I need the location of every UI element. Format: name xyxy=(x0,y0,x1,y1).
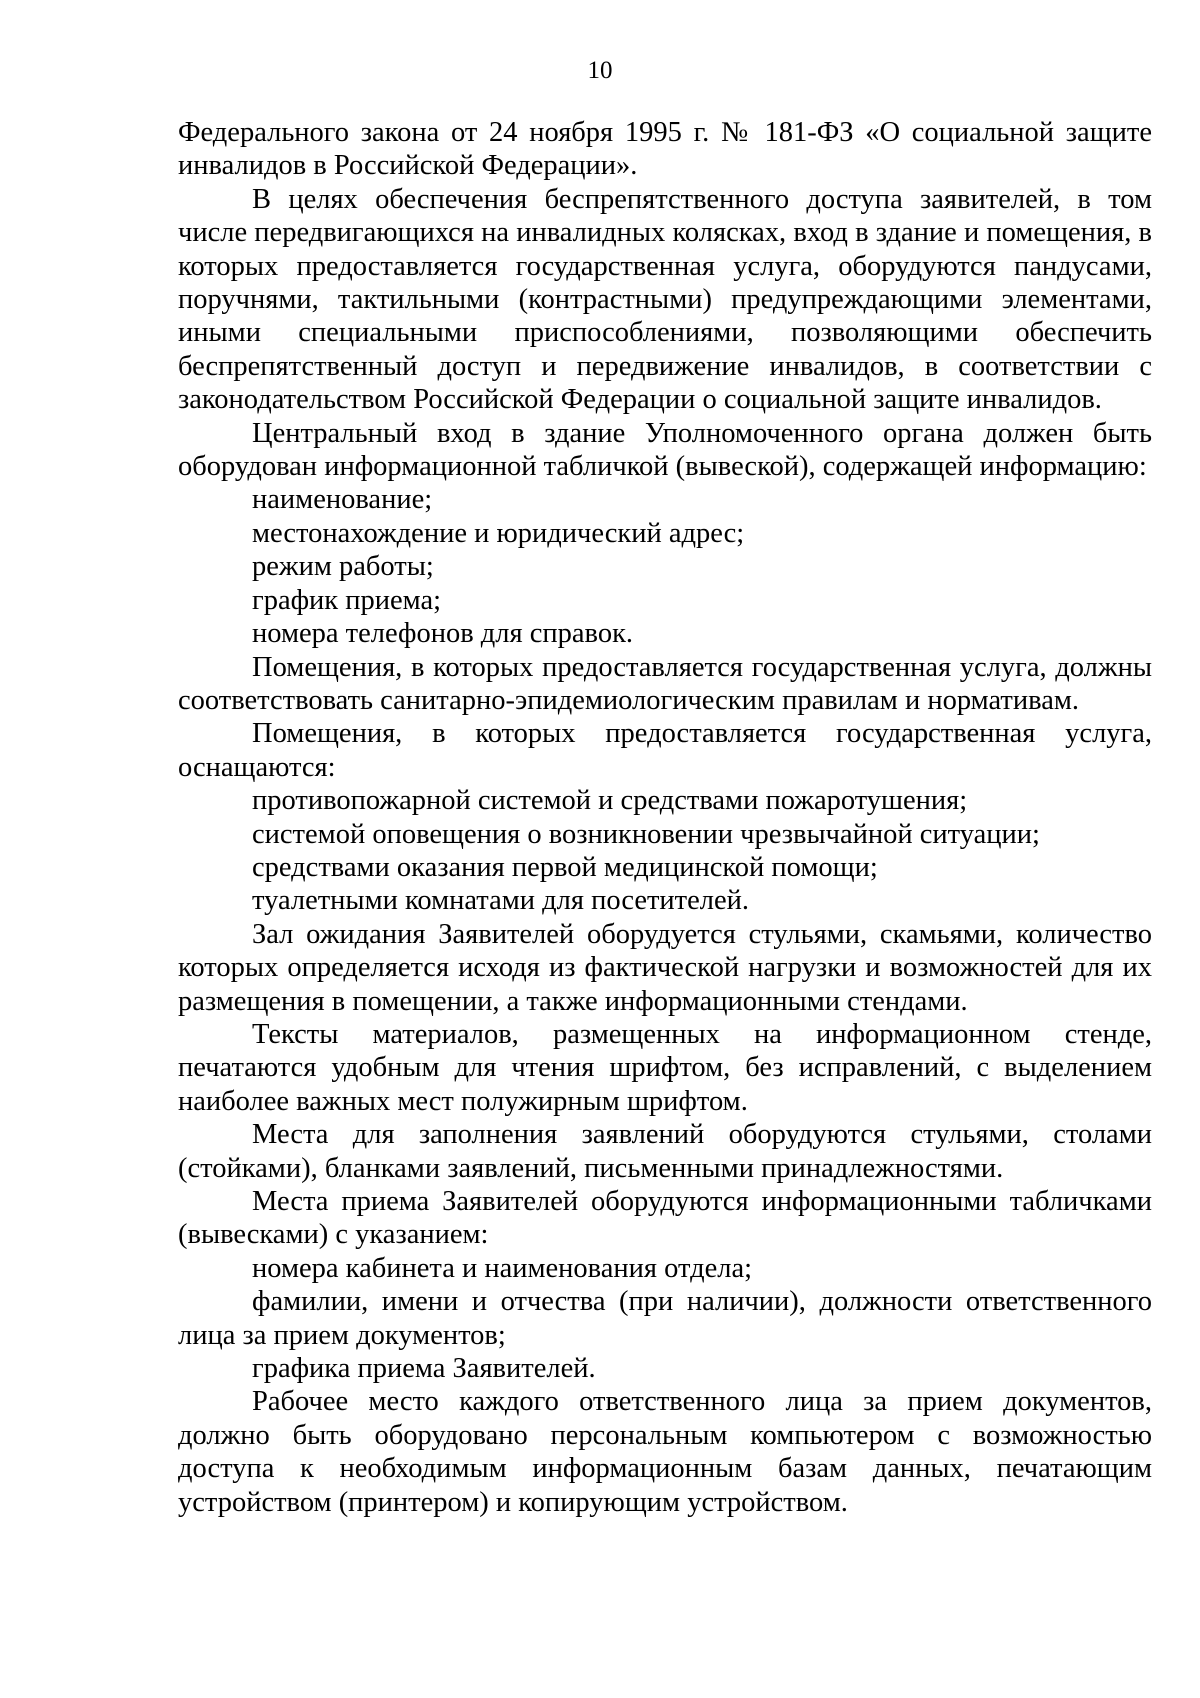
paragraph-reception-places: Места приема Заявителей оборудуются информационными табличками (вывесками) с указанием: xyxy=(178,1186,1152,1251)
list-item-reception-schedule: график приема; xyxy=(252,584,442,616)
paragraph-premises-equipped: Помещения, в которых предоставляется государственная услуга, оснащаются: xyxy=(178,718,1152,783)
list-item-office-number: номера кабинета и наименования отдела; xyxy=(252,1252,753,1284)
page-number: 10 xyxy=(587,57,613,84)
paragraph-waiting-hall: Зал ожидания Заявителей оборудуется стульями, скамьями, количество которых определяется исходя из фактической нагрузки и возможностей для их размещения в помещении, а также информационными стендами. xyxy=(178,918,1152,1017)
list-item-first-aid: средствами оказания первой медицинской помощи; xyxy=(252,851,878,883)
list-item-work-hours: режим работы; xyxy=(252,551,434,583)
paragraph-accessibility-equipment: В целях обеспечения беспрепятственного доступа заявителей, в том числе передвигающихся на инвалидных колясках, вход в здание и помещения, в которых предоставляется государственная услуга, оборудуются пандусами, поручнями, тактильными (контрастными) предупреждающими элементами, иными специальными приспособлениями, позволяющими обеспечить беспрепятственный доступ и передвижение инвалидов, в соответствии с законодательством Российской Федерации о социальной защите инвалидов. xyxy=(178,183,1152,416)
list-item-responsible-person: фамилии, имени и отчества (при наличии), должности ответственного лица за прием документов; xyxy=(178,1286,1152,1351)
paragraph-sanitary-rules: Помещения, в которых предоставляется государственная услуга, должны соответствовать санитарно-эпидемиологическим правилам и нормативам. xyxy=(178,651,1152,716)
paragraph-entrance-sign: Центральный вход в здание Уполномоченного органа должен быть оборудован информационной табличкой (вывеской), содержащей информацию: xyxy=(178,417,1152,483)
document-body xyxy=(178,116,1152,1519)
list-item-emergency-alert: системой оповещения о возникновении чрезвычайной ситуации; xyxy=(252,818,1040,850)
list-item-phone-numbers: номера телефонов для справок. xyxy=(252,618,634,650)
list-item-address: местонахождение и юридический адрес; xyxy=(252,517,745,549)
list-item-fire-system: противопожарной системой и средствами пожаротушения; xyxy=(252,785,968,817)
paragraph-stand-texts: Тексты материалов, размещенных на информационном стенде, печатаются удобным для чтения шрифтом, без исправлений, с выделением наиболее важных мест полужирным шрифтом. xyxy=(178,1018,1152,1117)
list-item-toilets: туалетными комнатами для посетителей. xyxy=(252,885,750,917)
list-item-applicant-schedule: графика приема Заявителей. xyxy=(252,1353,596,1385)
paragraph-workplace-equipment: Рабочее место каждого ответственного лица за прием документов, должно быть оборудовано персональным компьютером с возможностью доступа к необходимым информационным базам данных, печатающим устройством (принтером) и копирующим устройством. xyxy=(178,1386,1152,1518)
list-item-name: наименование; xyxy=(252,484,433,516)
paragraph-law-reference-continuation: Федерального закона от 24 ноября 1995 г. № 181-ФЗ «О социальной защите инвалидов в Российской Федерации». xyxy=(178,117,1152,182)
paragraph-application-places: Места для заполнения заявлений оборудуются стульями, столами (стойками), бланками заявлений, письменными принадлежностями. xyxy=(178,1119,1152,1184)
